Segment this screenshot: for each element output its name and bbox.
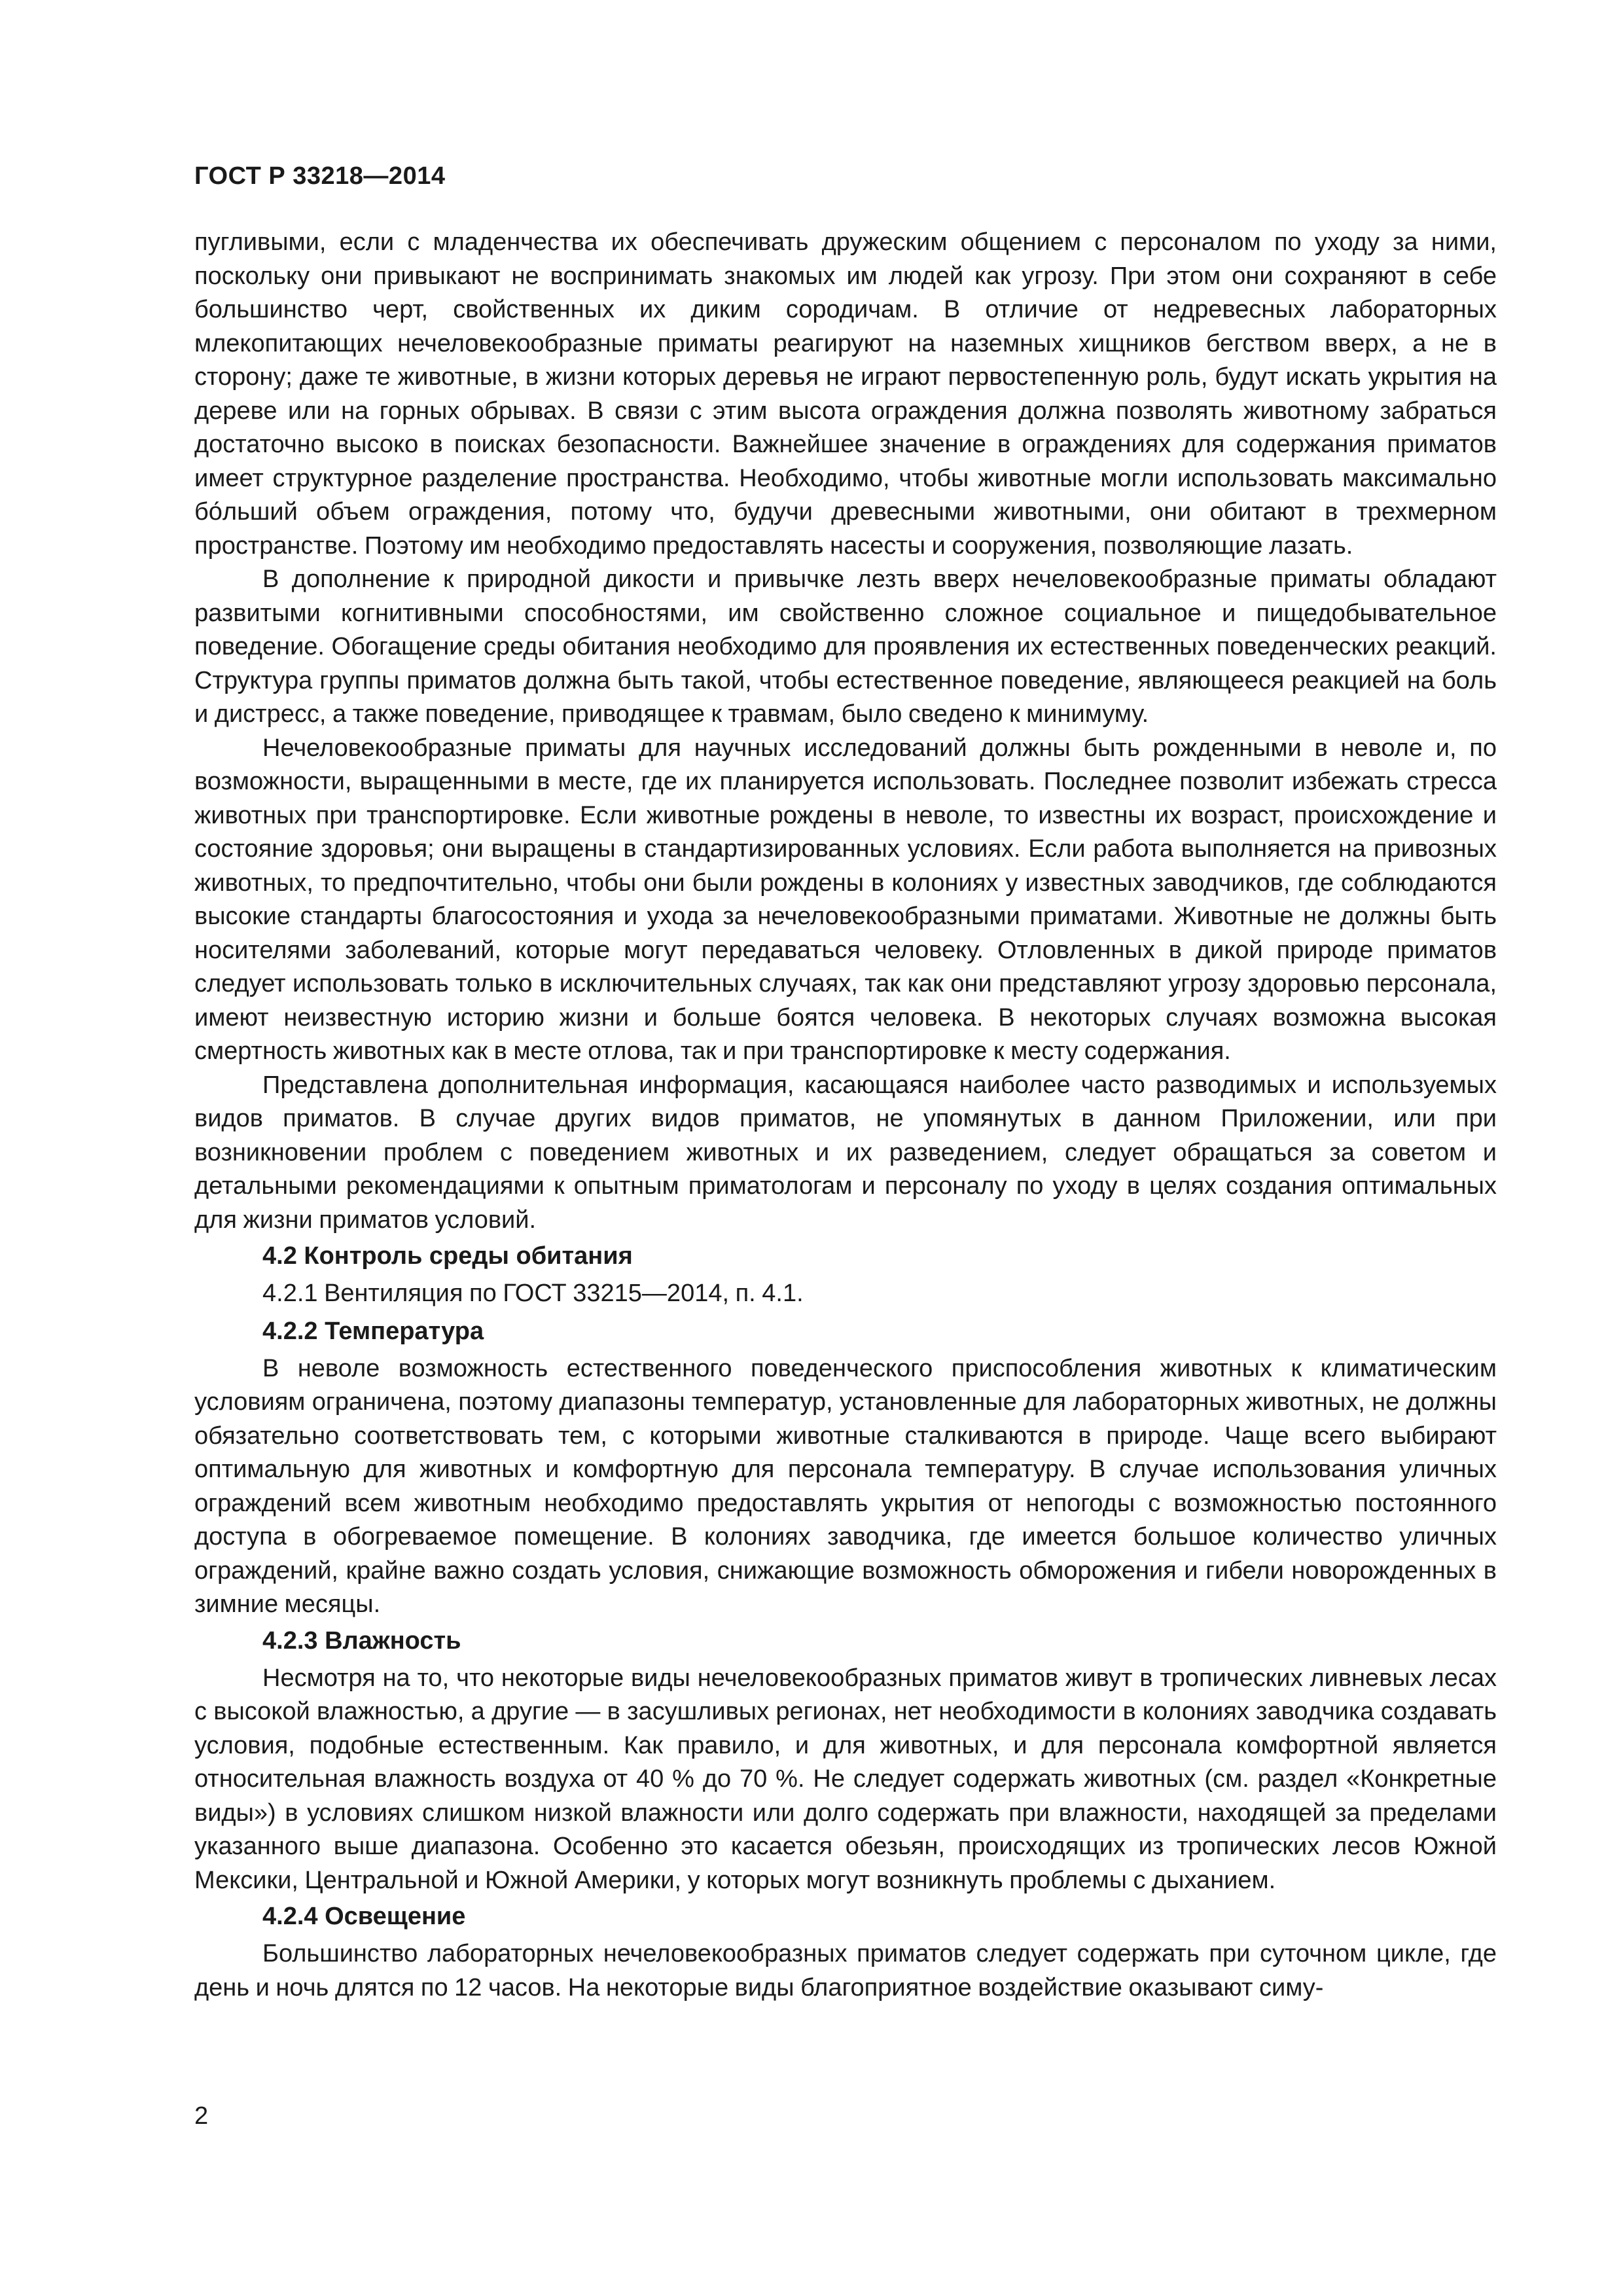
paragraph: Нечеловекообразные приматы для научных исследований должны быть рожденными в неволе и, по возможности, выращенными в месте, где их планируется использовать. Последнее позволит избежать стресса животных при транспортировке. Если животные рождены в неволе, то известны их возраст, происхождение и состояние здоровья; они выращены в стандартизированных условиях. Если работа выполняется на привозных животных, то предпочтительно, чтобы они были рождены в колониях у известных заводчиков, где соблюдаются высокие стандарты благосостояния и ухода за нечеловекообразными приматами. Животные не должны быть носителями заболеваний, которые могут передаваться человеку. Отловленных в дикой природе приматов следует использовать только в исключительных случаях, так как они представляют угрозу здоровью персонала, имеют неизвестную историю жизни и больше боятся человека. В некоторых случаях возможна высокая смертность животных как в месте отлова, так и при транспортировке к месту содержания.	[194, 734, 1497, 1065]
section-heading-4-2: 4.2 Контроль среды обитания	[262, 1242, 633, 1270]
section-heading-4-2-4: 4.2.4 Освещение	[262, 1903, 466, 1930]
document-header-id: ГОСТ Р 33218—2014	[194, 162, 446, 190]
paragraph: Несмотря на то, что некоторые виды нечеловекообразных приматов живут в тропических ливневых лесах с высокой влажностью, а другие — в засушливых регионах, нет необходимости в колониях заводчика создавать условия, подобные естественным. Как правило, и для животных, и для персонала комфортной является относительная влажность воздуха от 40 % до 70 %. Не следует содержать животных (см. раздел «Конкретные виды») в условиях слишком низкой влажности или долго содержать при влажности, находящей за пределами указанного выше диапазона. Особенно это касается обезьян, происходящих из тропических лесов Южной Мексики, Центральной и Южной Америки, у которых могут возникнуть проблемы с дыханием.	[194, 1664, 1497, 1894]
paragraph: Представлена дополнительная информация, касающаяся наиболее часто разводимых и используемых видов приматов. В случае других видов приматов, не упомянутых в данном Приложении, или при возникновении проблем с поведением животных и их разведением, следует обращаться за советом и детальными рекомендациями к опытным приматологам и персоналу по уходу в целях создания оптимальных для жизни приматов условий.	[194, 1071, 1497, 1234]
paragraph: В дополнение к природной дикости и привычке лезть вверх нечеловекообразные приматы обладают развитыми когнитивными способностями, им свойственно сложное социальное и пищедобывательное поведение. Обогащение среды обитания необходимо для проявления их естественных поведенческих реакций. Структура группы приматов должна быть такой, чтобы естественное поведение, являющееся реакцией на боль и дистресс, а также поведение, приводящее к травмам, было сведено к минимуму.	[194, 565, 1497, 728]
paragraph: пугливыми, если с младенчества их обеспечивать дружеским общением с персоналом по уходу за ними, поскольку они привыкают не воспринимать знакомых им людей как угрозу. При этом они сохраняют в себе большинство черт, свойственных их диким сородичам. В отличие от недревесных лабораторных млекопитающих нечеловекообразные приматы реагируют на наземных хищников бегством вверх, а не в сторону; даже те животные, в жизни которых деревья не играют первостепенную роль, будут искать укрытия на дереве или на горных обрывах. В связи с этим высота ограждения должна позволять животному забраться достаточно высоко в поисках безопасности. Важнейшее значение в ограждениях для содержания приматов имеет структурное разделение пространства. Необходимо, чтобы животные могли использовать максимально бо́льший объем ограждения, потому что, будучи древесными животными, они обитают в трехмерном пространстве. Поэтому им необходимо предоставлять насесты и сооружения, позволяющие лазать.	[194, 228, 1497, 560]
subsection-4-2-1: 4.2.1 Вентиляция по ГОСТ 33215—2014, п. 4.1.	[262, 1280, 804, 1307]
page-number: 2	[194, 2102, 209, 2130]
paragraph: В неволе возможность естественного поведенческого приспособления животных к климатическим условиям ограничена, поэтому диапазоны температур, установленные для лабораторных животных, не должны обязательно соответствовать тем, с которыми животные сталкиваются в природе. Чаще всего выбирают оптимальную для животных и комфортную для персонала температуру. В случае использования уличных ограждений всем животным необходимо предоставлять укрытия от непогоды с возможностью постоянного доступа в обогреваемое помещение. В колониях заводчика, где имеется большое количество уличных ограждений, крайне важно создать условия, снижающие возможность обморожения и гибели новорожденных в зимние месяцы.	[194, 1354, 1497, 1618]
section-heading-4-2-3: 4.2.3 Влажность	[262, 1626, 461, 1655]
section-heading-4-2-2: 4.2.2 Температура	[262, 1317, 484, 1345]
document-body	[194, 226, 1497, 2005]
paragraph: Большинство лабораторных нечеловекообразных приматов следует содержать при суточном цикле, где день и ночь длятся по 12 часов. На некоторые виды благоприятное воздействие оказывают симу-	[194, 1940, 1497, 2001]
